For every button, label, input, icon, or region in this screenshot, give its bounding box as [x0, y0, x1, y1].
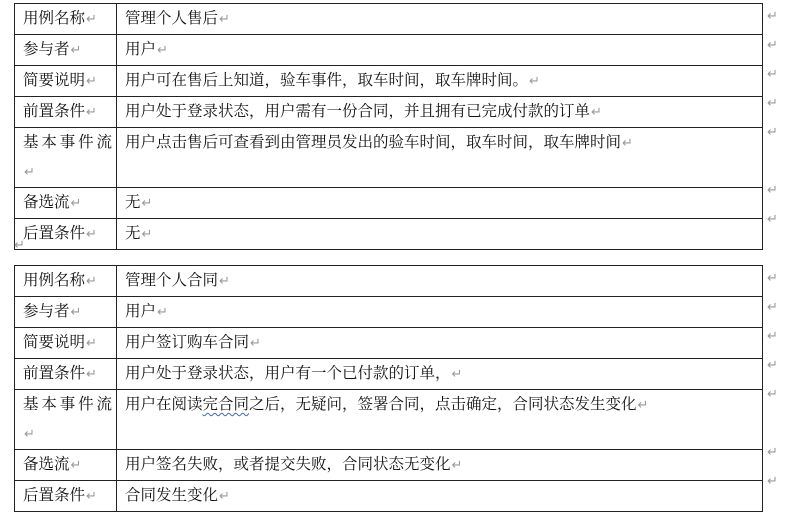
use-case-table-contract: [14, 265, 763, 512]
row-value: 用户可在售后上知道，验车事件，取车时间，取车牌时间。↵: [117, 66, 763, 97]
row-value: 用户点击售后可查看到由管理员发出的验车时间，取车时间，取车牌时间↵: [117, 128, 763, 188]
row-end-mark: ↵: [767, 445, 778, 460]
table-row: [15, 219, 763, 250]
table-row: [15, 4, 763, 35]
row-end-mark: ↵: [767, 9, 778, 24]
table-row: [15, 450, 763, 481]
row-key: 备选流↵: [15, 450, 117, 481]
row-key: 备选流↵: [15, 188, 117, 219]
row-end-mark: ↵: [767, 474, 778, 489]
table-row: [15, 188, 763, 219]
row-end-mark: ↵: [767, 183, 778, 198]
row-key: 后置条件↵: [15, 481, 117, 512]
row-key: 基本事件流↵: [15, 128, 117, 188]
table-row: [15, 128, 763, 188]
table-row: [15, 481, 763, 512]
row-value: 无↵: [117, 188, 763, 219]
row-value: 用户处于登录状态，用户有一个已付款的订单，↵: [117, 359, 763, 390]
row-value: 用户在阅读完合同之后，无疑问，签署合同，点击确定，合同状态发生变化↵: [117, 390, 763, 450]
row-end-mark: ↵: [767, 38, 778, 53]
table-row: [15, 359, 763, 390]
row-key: 参与者↵: [15, 35, 117, 66]
row-key: 基本事件流↵: [15, 390, 117, 450]
row-value: 用户↵: [117, 35, 763, 66]
row-end-mark: ↵: [767, 300, 778, 315]
row-value: 合同发生变化↵: [117, 481, 763, 512]
use-case-table-after-sales: [14, 3, 763, 250]
row-key: 用例名称↵: [15, 266, 117, 297]
row-end-mark: ↵: [767, 271, 778, 286]
row-end-mark: ↵: [767, 96, 778, 111]
row-value: 用户签订购车合同↵: [117, 328, 763, 359]
row-key: 前置条件↵: [15, 97, 117, 128]
row-end-mark: ↵: [767, 125, 778, 140]
row-key: 用例名称↵: [15, 4, 117, 35]
row-value: 管理个人合同↵: [117, 266, 763, 297]
row-key: 简要说明↵: [15, 66, 117, 97]
table-row: [15, 328, 763, 359]
row-value: 用户↵: [117, 297, 763, 328]
row-key: 前置条件↵: [15, 359, 117, 390]
row-key: 后置条件↵: [15, 219, 117, 250]
row-end-mark: ↵: [767, 358, 778, 373]
table-row: [15, 97, 763, 128]
row-value: 用户签名失败，或者提交失败，合同状态无变化↵: [117, 450, 763, 481]
table-row: [15, 390, 763, 450]
row-end-mark: ↵: [767, 329, 778, 344]
row-value: 无↵: [117, 219, 763, 250]
row-value: 用户处于登录状态，用户需有一份合同，并且拥有已完成付款的订单↵: [117, 97, 763, 128]
row-value: 管理个人售后↵: [117, 4, 763, 35]
spellcheck-underlined-text: 完合同: [202, 395, 250, 413]
row-key: 参与者↵: [15, 297, 117, 328]
paragraph-mark: ↵: [14, 238, 25, 253]
table-row: [15, 35, 763, 66]
row-end-mark: ↵: [767, 212, 778, 227]
table-row: [15, 66, 763, 97]
table-row: [15, 266, 763, 297]
row-end-mark: ↵: [767, 387, 778, 402]
row-key: 简要说明↵: [15, 328, 117, 359]
row-end-mark: ↵: [767, 67, 778, 82]
table-row: [15, 297, 763, 328]
